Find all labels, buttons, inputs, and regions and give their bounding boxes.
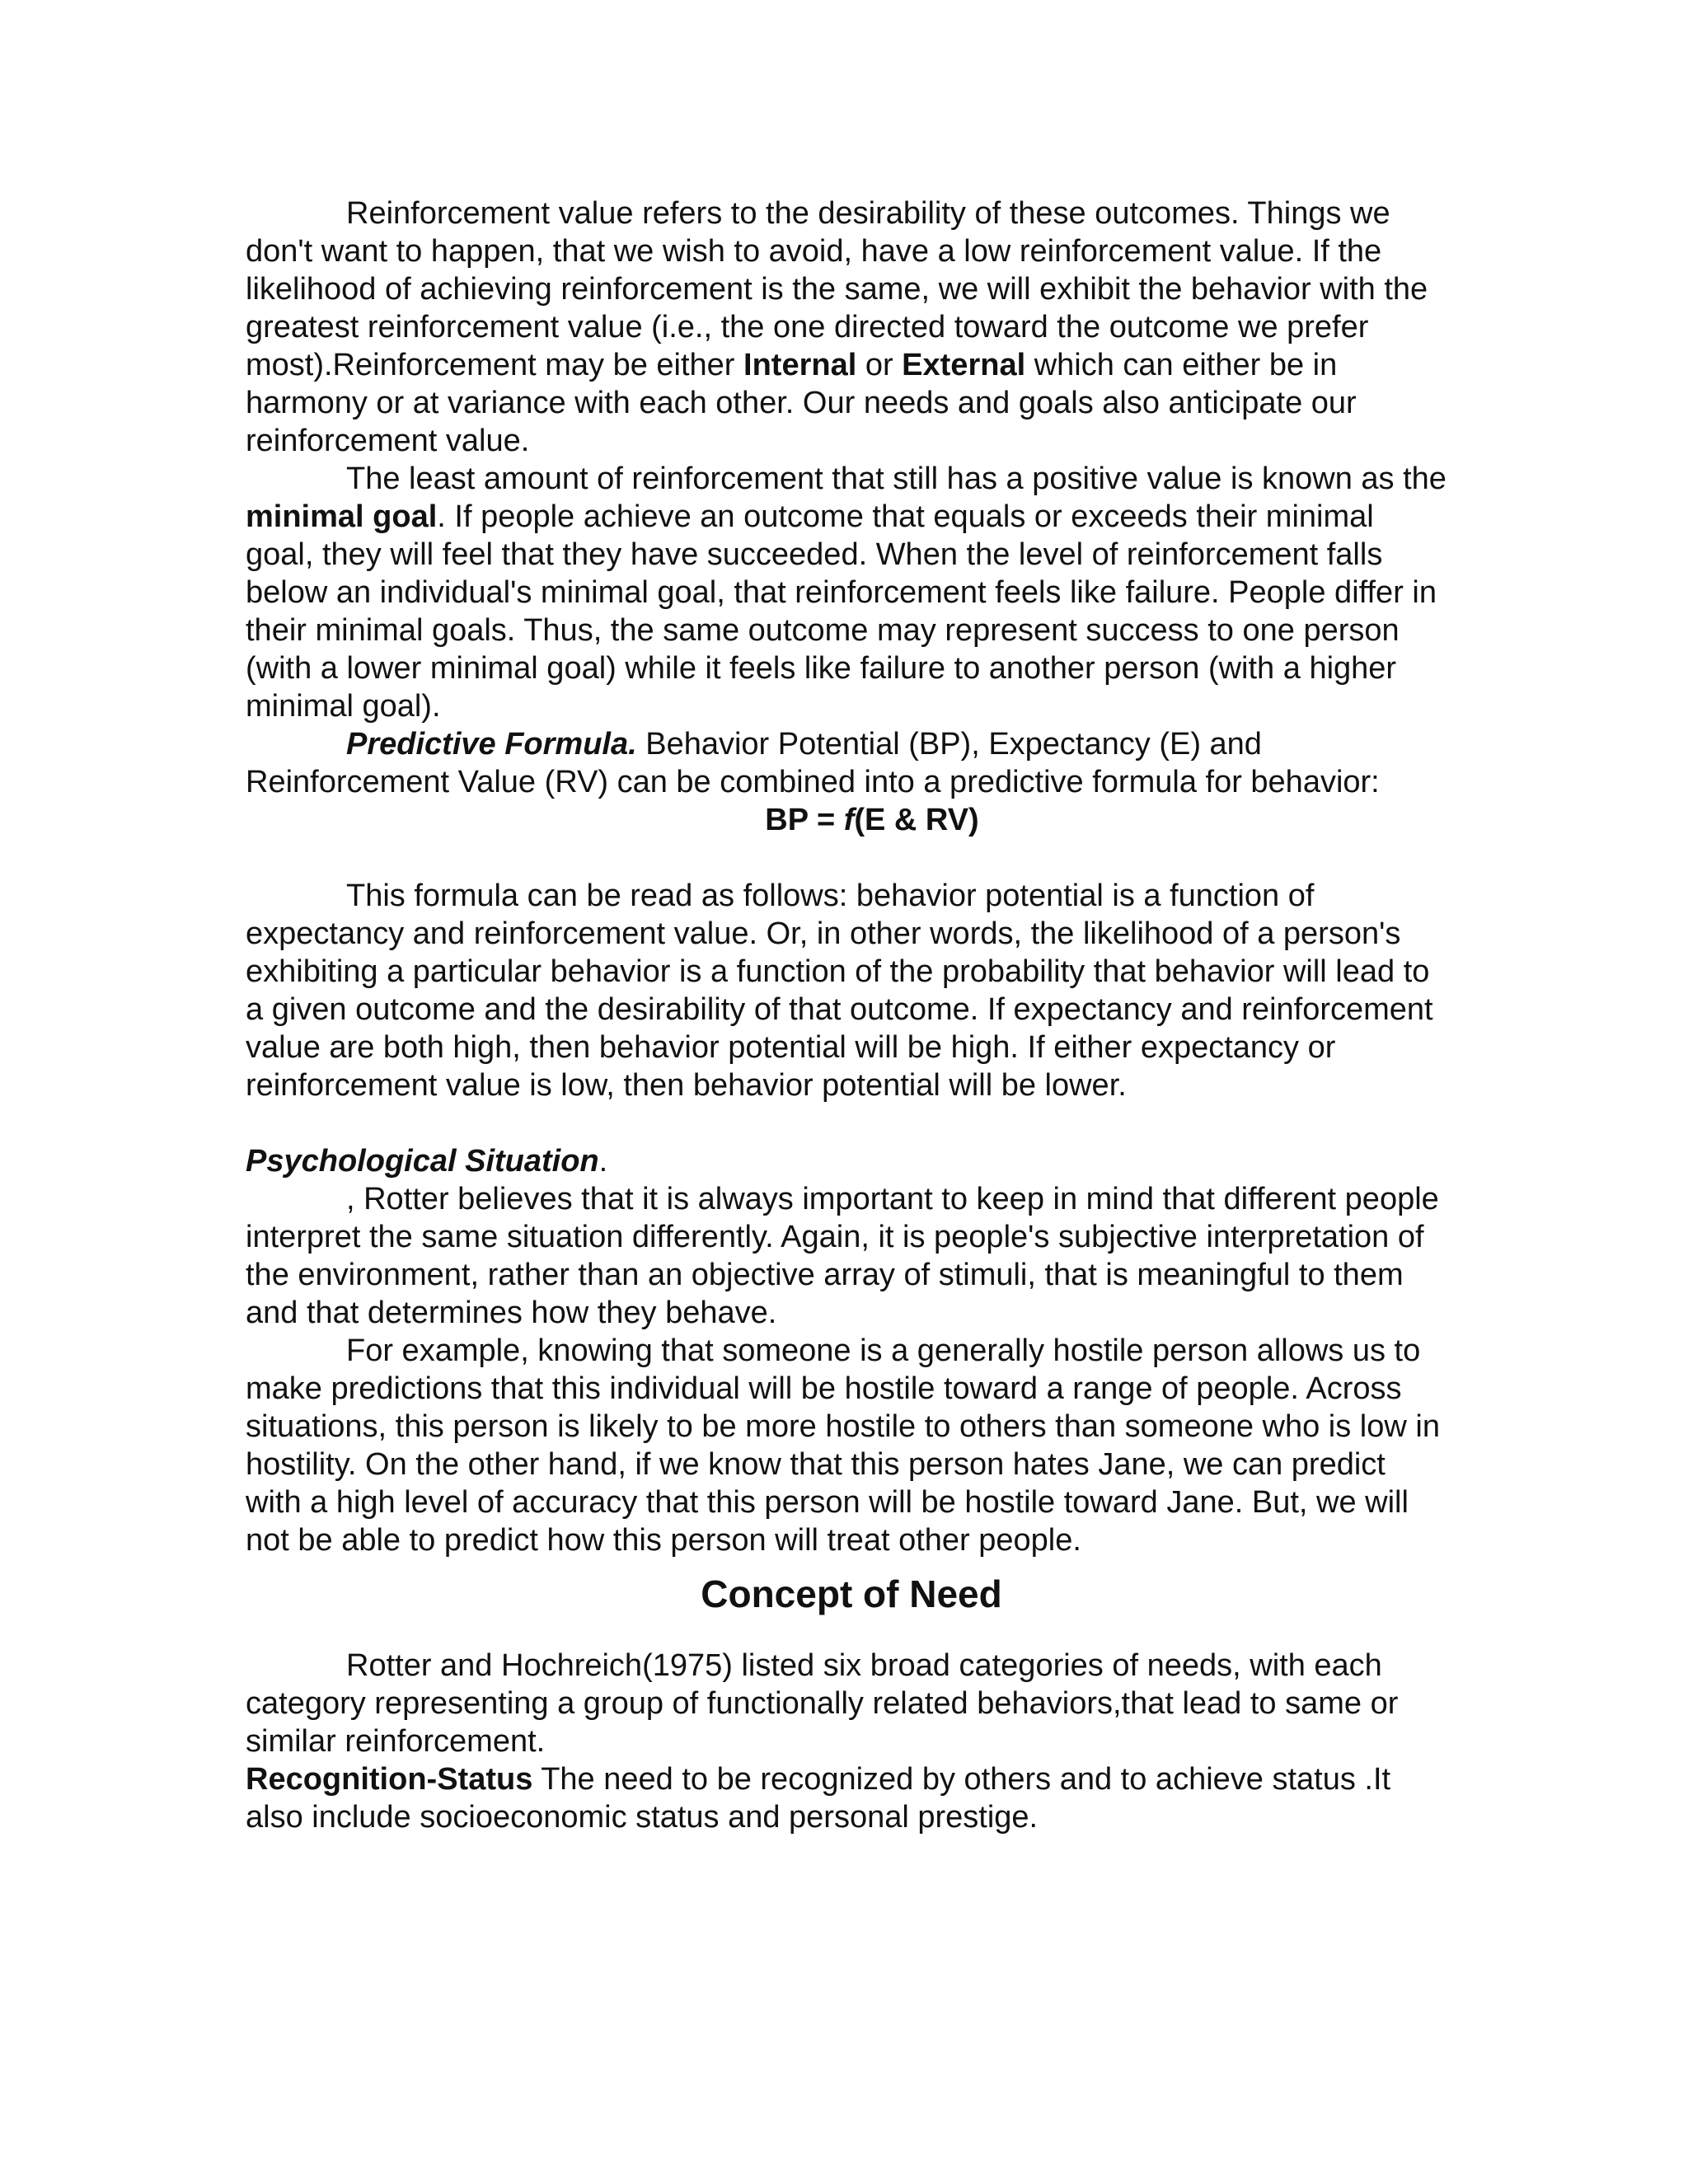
paragraph-example-hostility: For example, knowing that someone is a generally hostile person allows us to make predictions that this individual will be hostile toward a range of people. Across situations, this person is likely to be more hostile to others than someone who is low in hostility. On the other hand, if we know that this person hates Jane, we can predict with a high level of accuracy that this person will be hostile toward Jane. But, we will not be able to predict how this person will treat other people.: [246, 1333, 1440, 1558]
text: The least amount of reinforcement that still has a positive value is known as the: [346, 462, 1447, 496]
paragraph-predictive-formula: [246, 725, 1449, 801]
paragraph-minimal-goal: [246, 460, 1449, 725]
formula-right: (E & RV): [854, 803, 979, 837]
text: The need to be recognized by others and to achieve status .It also include socioeconomic status and personal prestige.: [246, 1762, 1391, 1835]
paragraph-psychological-situation: , Rotter believes that it is always important to keep in mind that different people interpret the same situation differently. Again, it is people's subjective interpretation of the environment, rather than an objective array of stimuli, that is meaningful to them and that determines how they behave.: [246, 1182, 1439, 1330]
text: . If people achieve an outcome that equals or exceeds their minimal goal, they will feel that they have succeeded. When the level of reinforcement falls below an individual's minimal goal, that reinforcement feels like failure. People differ in their minimal goals. Thus, the same outcome may represent success to one person (with a lower minimal goal) while it feels like failure to another person (with a higher minimal goal).: [246, 499, 1437, 724]
paragraph-formula-explanation: This formula can be read as follows: behavior potential is a function of expectancy and reinforcement value. Or, in other words, the likelihood of a person's exhibiting a particular behavior is a function of the probability that behavior will lead to a given outcome and the desirability of that outcome. If expectancy and reinforcement value are both high, then behavior potential will be high. If either expectancy or reinforcement value is low, then behavior potential will be lower.: [246, 879, 1433, 1103]
paragraph-reinforcement-value: [246, 194, 1449, 460]
paragraph-recognition-status: [246, 1760, 1449, 1836]
text: Reinforcement value refers to the desirability of these outcomes. Things we don't want to happen, that we wish to avoid, have a low reinforcement value. If the likelihood of achieving reinforcement is the same, we will exhibit the behavior with the greatest reinforcement value (i.e., the one directed toward the outcome we prefer most).Reinforcement may be either: [246, 196, 1428, 382]
spacer: [246, 1622, 1449, 1647]
page-title-concept-of-need: Concept of Need: [701, 1572, 1002, 1615]
section-heading-text: Psychological Situation: [246, 1144, 599, 1179]
spacer: [246, 839, 1449, 877]
text: or: [856, 348, 903, 382]
section-heading-psychological-situation: [246, 1142, 1449, 1180]
text: which can either be in harmony or at variance with each other. Our needs and goals also anticipate our reinforcement value.: [246, 348, 1357, 458]
formula: [246, 801, 1449, 839]
text: Behavior Potential (BP), Expectancy (E) and Reinforcement Value (RV) can be combined into a predictive formula for behavior:: [246, 727, 1380, 799]
bold-term-internal: Internal: [743, 348, 857, 382]
bold-term-external: External: [902, 348, 1026, 382]
bold-term-recognition-status: Recognition-Status: [246, 1762, 533, 1797]
document-page: [246, 194, 1449, 1836]
formula-function: f: [843, 803, 855, 837]
spacer: [246, 1104, 1449, 1142]
paragraph-need-categories: Rotter and Hochreich(1975) listed six broad categories of needs, with each category representing a group of functionally related behaviors,that lead to same or similar reinforcement.: [246, 1648, 1399, 1759]
section-heading-dot: .: [598, 1144, 608, 1179]
term-predictive-formula: Predictive Formula.: [346, 727, 637, 762]
bold-term-minimal-goal: minimal goal: [246, 499, 438, 534]
formula-left: BP =: [765, 803, 844, 837]
